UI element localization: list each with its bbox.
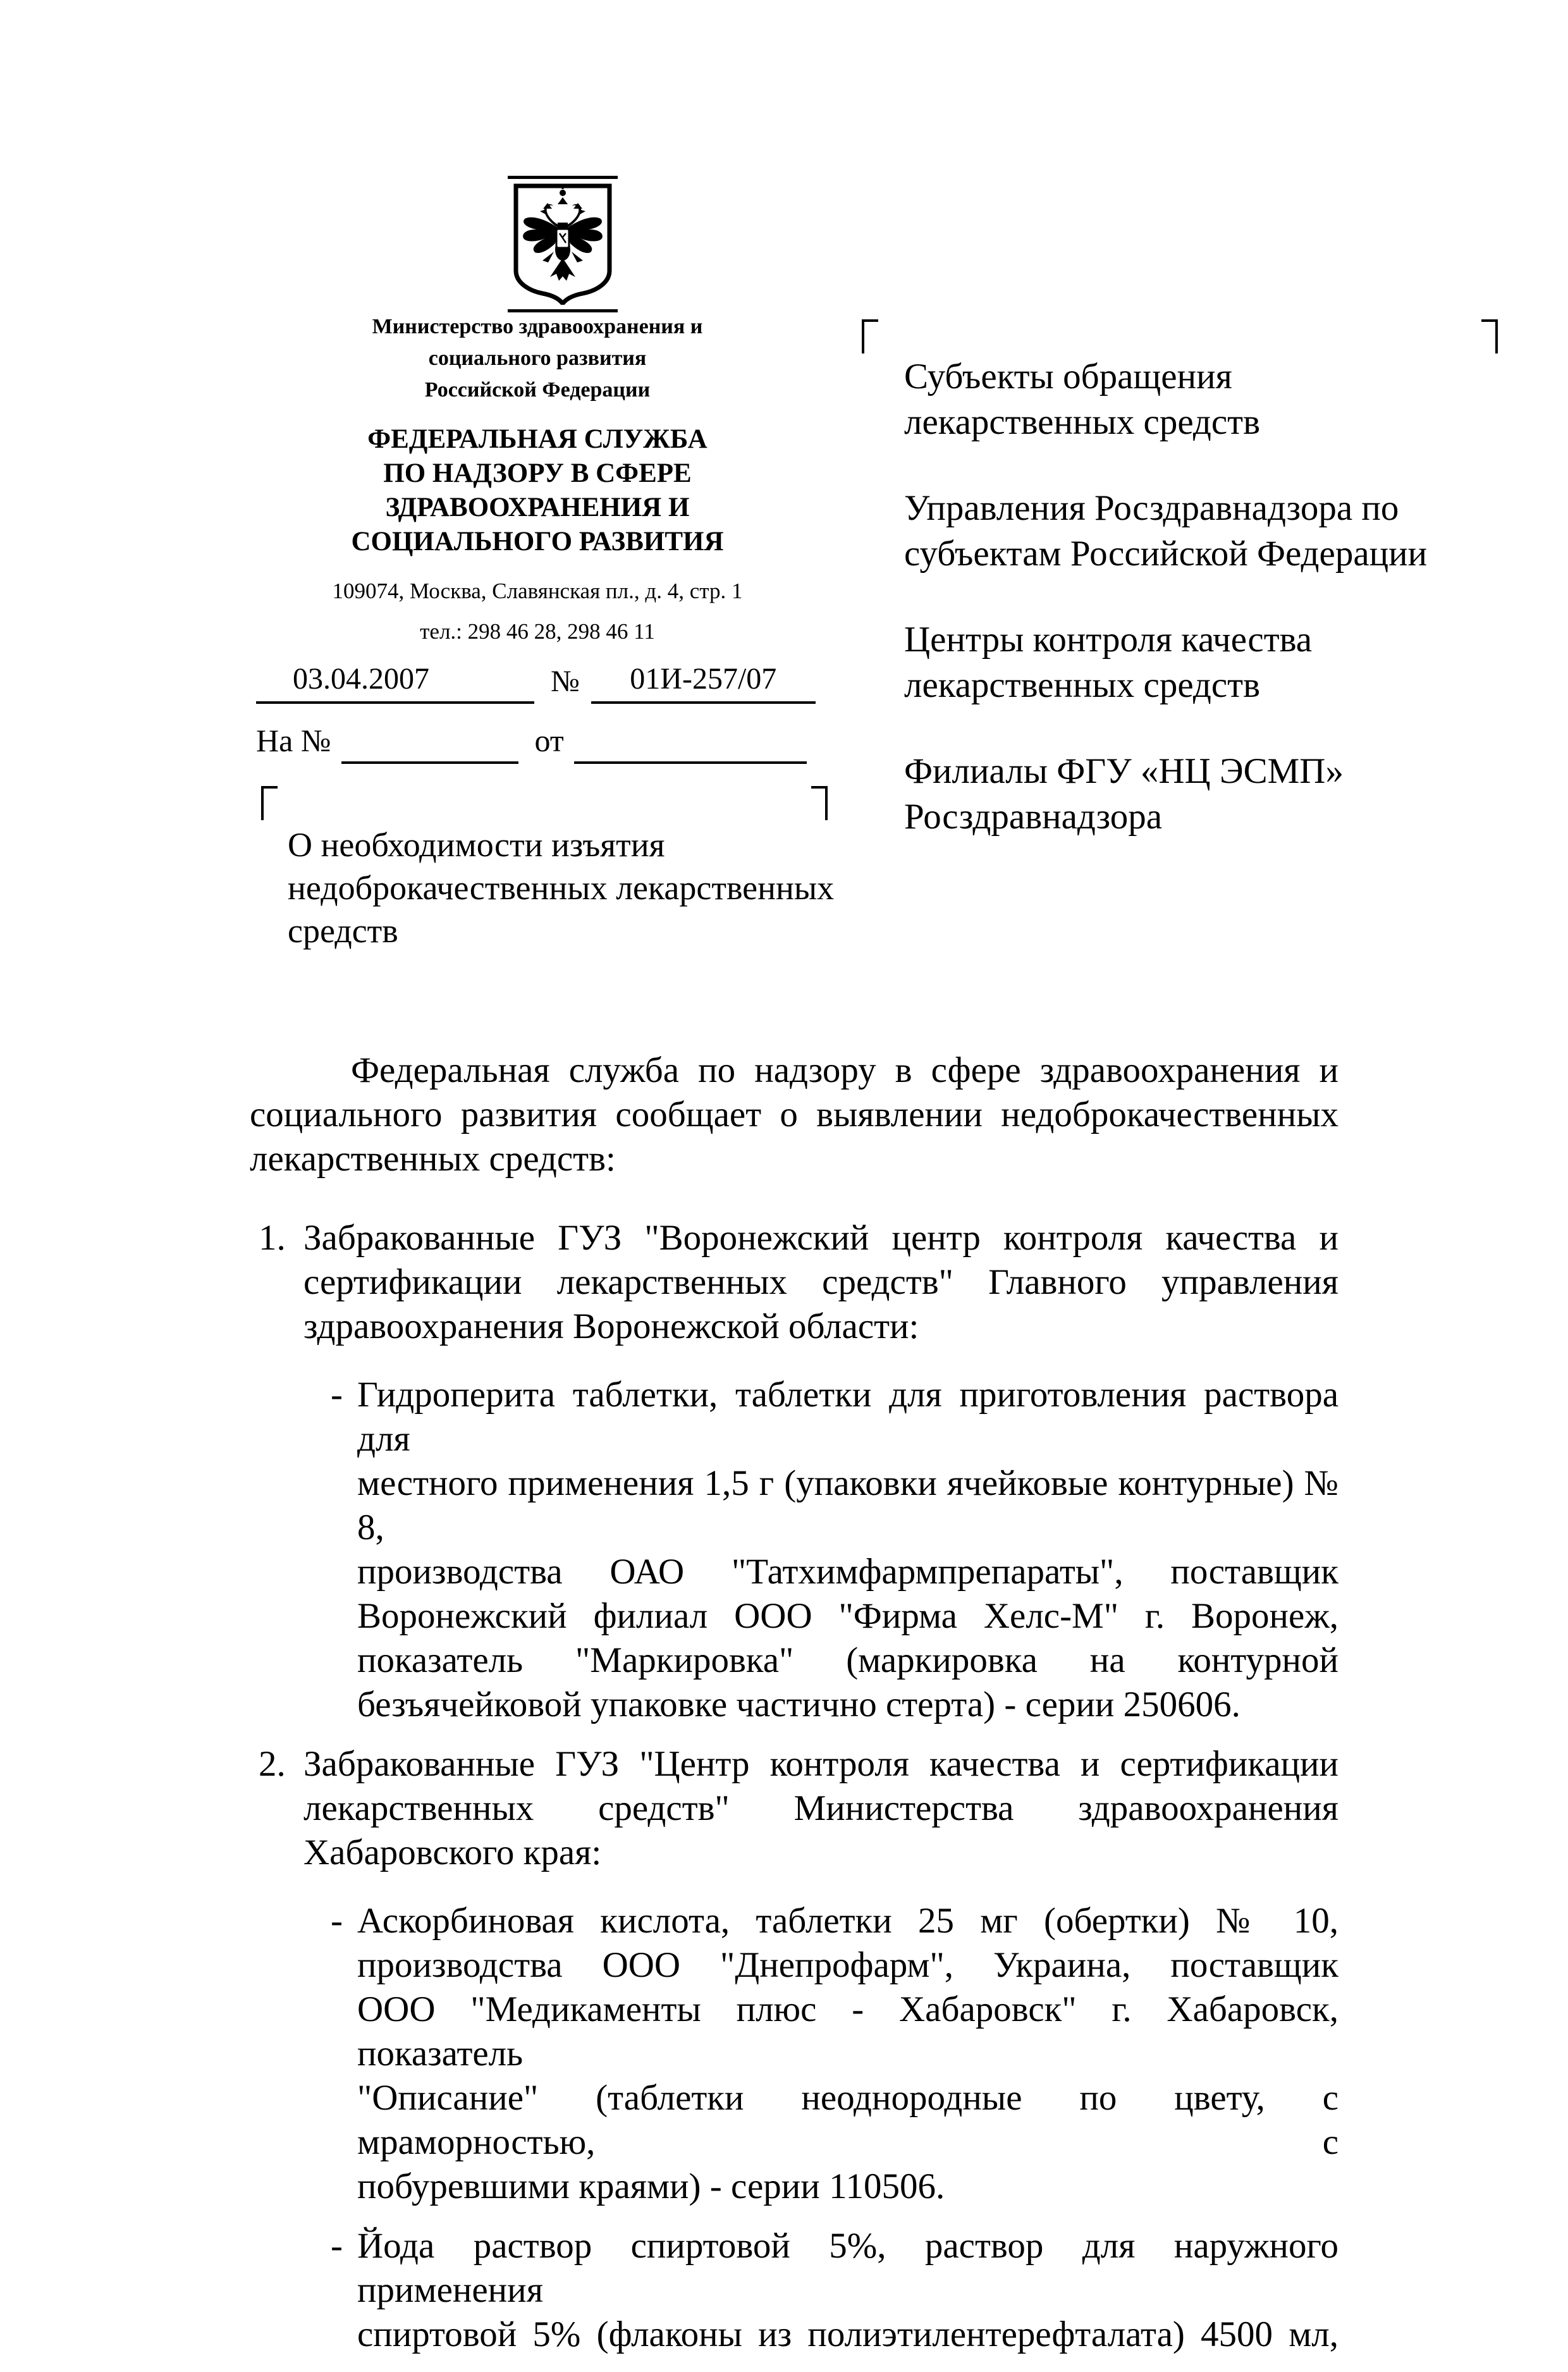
recipient-group: [904, 617, 1505, 708]
text-line: производства ОАО "Татхимфармпрепараты", поставщик: [357, 1552, 1338, 1592]
reference-prefix: На №: [256, 723, 331, 758]
recipient-line: Центры контроля качества: [904, 620, 1313, 660]
ministry-name-line: социального развития: [428, 347, 647, 370]
list-marker: -: [331, 2226, 343, 2266]
text-line: Аскорбиновая кислота, таблетки 25 мг (обертки) № 10,: [357, 1901, 1338, 1941]
text-line: сертификации лекарственных средств" Главного управления: [303, 1262, 1338, 1302]
text-line: Гидроперита таблетки, таблетки для приготовления раствора для: [357, 1375, 1338, 1459]
subject-corner-mark-right: [811, 786, 828, 820]
text-line: Федеральная служба по надзору в сфере здравоохранения и: [351, 1050, 1338, 1090]
body: [250, 1048, 1338, 2372]
subject-line: недоброкачественных лекарственных: [288, 869, 835, 907]
recipient-group: [904, 486, 1505, 577]
text-line: социального развития сообщает о выявлении недоброкачественных: [250, 1095, 1338, 1134]
number-sign: №: [551, 665, 580, 698]
date-number-row: [256, 661, 825, 704]
ministry-name-line: Министерство здравоохранения и: [372, 315, 703, 338]
address-line: 109074, Москва, Славянская пл., д. 4, стр. 1: [332, 579, 743, 603]
text-line: Воронежский филиал ООО "Фирма Хелс-М" г. Воронеж,: [357, 1596, 1338, 1636]
reference-row: [256, 722, 825, 764]
ministry-name: [253, 311, 822, 406]
recipients-column: [904, 354, 1505, 880]
text-line: лекарственных средств:: [250, 1139, 616, 1179]
recipient-corner-mark-right: [1481, 319, 1498, 353]
emblem-top-rule: [508, 176, 618, 179]
list-marker: -: [331, 1901, 343, 1941]
recipient-line: Управления Росздравнадзора по: [904, 488, 1399, 528]
text-line: здравоохранения Воронежской области:: [303, 1306, 919, 1346]
ministry-name-line: Российской Федерации: [424, 378, 651, 402]
reference-infix: от: [534, 723, 564, 758]
reference-number-blank: [341, 722, 518, 764]
text-line: местного применения 1,5 г (упаковки ячейковые контурные) № 8,: [357, 1463, 1338, 1547]
letterhead-emblem: [508, 176, 618, 312]
subject-line: средств: [288, 912, 398, 950]
text-line: безъячейковой упаковке частично стерта) - серии 250606.: [357, 1685, 1240, 1724]
service-name-line: ПО НАДЗОРУ В СФЕРЕ: [383, 458, 692, 488]
document-number-field: 01И-257/07: [591, 661, 816, 704]
recipient-line: субъектам Российской Федерации: [904, 534, 1428, 574]
list-item: [250, 1373, 1338, 1727]
text-line: ООО "Медикаменты плюс - Хабаровск" г. Хабаровск, показатель: [357, 1989, 1338, 2074]
recipient-corner-mark-left: [862, 319, 878, 353]
list-item: [250, 1216, 1338, 1349]
text-line: "Описание" (таблетки неоднородные по цвету, с мраморностью, с: [357, 2078, 1338, 2162]
service-name-line: ЗДРАВООХРАНЕНИЯ И: [385, 493, 690, 522]
list-item: [250, 1742, 1338, 1875]
recipient-line: Росздравнадзора: [904, 797, 1163, 837]
subject-line: О необходимости изъятия: [288, 826, 665, 864]
list-marker: 1.: [259, 1218, 286, 1258]
reference-date-blank: [574, 722, 807, 764]
russia-coat-of-arms-icon: [512, 183, 613, 305]
phone-line: тел.: 298 46 28, 298 46 11: [420, 619, 655, 644]
recipient-line: Субъекты обращения: [904, 357, 1232, 396]
recipient-line: Филиалы ФГУ «НЦ ЭСМП»: [904, 751, 1344, 791]
list-marker: -: [331, 1375, 343, 1415]
text-line: Йода раствор спиртовой 5%, раствор для наружного применения: [357, 2226, 1338, 2310]
list-item: [250, 2224, 1338, 2357]
text-line: Забракованные ГУЗ "Воронежский центр контроля качества и: [303, 1218, 1338, 1258]
text-line: побуревшими краями) - серии 110506.: [357, 2166, 945, 2206]
text-line: лекарственных средств" Министерства здравоохранения: [303, 1788, 1338, 1828]
recipient-line: лекарственных средств: [904, 665, 1260, 705]
subject-block: [288, 823, 857, 952]
list-marker: 2.: [259, 1744, 286, 1784]
service-name-line: СОЦИАЛЬНОГО РАЗВИТИЯ: [351, 527, 724, 556]
text-line: Хабаровского края:: [303, 1833, 602, 1872]
text-line: производства ООО "Днепрофарм", Украина, поставщик: [357, 1945, 1338, 1985]
recipient-group: [904, 354, 1505, 445]
body-paragraph: [250, 1048, 1338, 1181]
service-name-line: ФЕДЕРАЛЬНАЯ СЛУЖБА: [367, 424, 707, 454]
contact-block: [253, 571, 822, 652]
subject-corner-mark-left: [261, 786, 278, 820]
recipient-line: лекарственных средств: [904, 402, 1260, 442]
list-item: [250, 1899, 1338, 2209]
text-line: Забракованные ГУЗ "Центр контроля качества и сертификации: [303, 1744, 1338, 1784]
service-name: [253, 422, 822, 559]
date-field: 03.04.2007: [256, 661, 534, 704]
text-line: спиртовой 5% (флаконы из полиэтилентерефталата) 4500 мл,: [357, 2314, 1338, 2354]
recipient-group: [904, 749, 1505, 840]
text-line: показатель "Маркировка" (маркировка на контурной: [357, 1640, 1338, 1680]
